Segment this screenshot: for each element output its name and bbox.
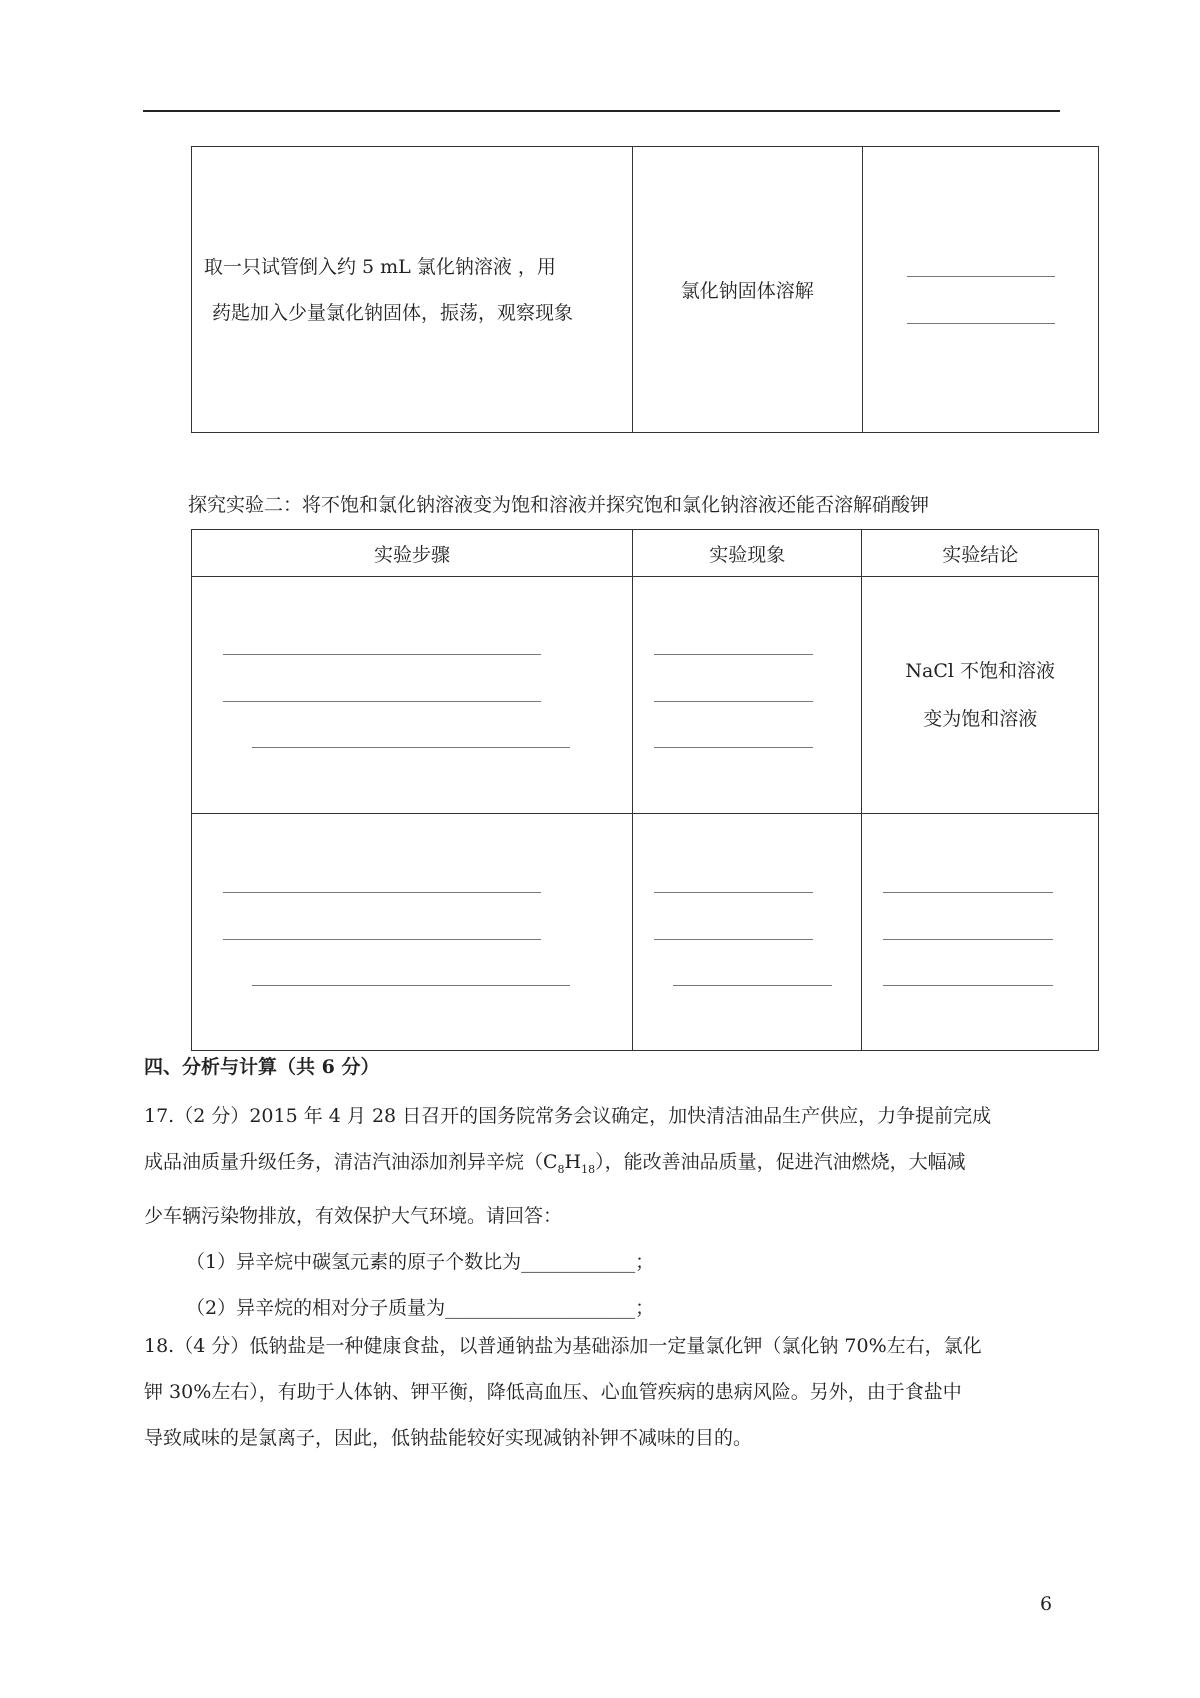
- table1-step-cell: [192, 147, 633, 433]
- q17-line1: 17.（2 分）2015 年 4 月 28 日召开的国务院常务会议确定，加快清洁油品生产供应，力争提前完成: [144, 1105, 992, 1127]
- q17-sub1[interactable]: （1）异辛烷中碳氢元素的原子个数比为____________；: [186, 1250, 655, 1273]
- answer-blank[interactable]: [223, 654, 541, 655]
- answer-blank[interactable]: [883, 892, 1053, 893]
- answer-blank[interactable]: [223, 939, 541, 940]
- answer-blank[interactable]: [654, 747, 813, 748]
- question-17: [144, 1093, 1064, 1331]
- answer-blank[interactable]: [654, 701, 813, 702]
- row1-conclusion-line1: NaCl 不饱和溶液: [905, 660, 1056, 682]
- table2-row1-phenomenon[interactable]: [632, 577, 861, 814]
- table2-header-steps: 实验步骤: [192, 530, 633, 577]
- table1-phenomenon: 氯化钠固体溶解: [680, 280, 814, 302]
- table2-header-phenomenon: 实验现象: [632, 530, 861, 577]
- header-rule: [143, 110, 1060, 112]
- experiment2-title: 探究实验二：将不饱和氯化钠溶液变为饱和溶液并探究饱和氯化钠溶液还能否溶解硝酸钾: [188, 494, 930, 516]
- table1-step-line2: 药匙加入少量氯化钠固体，振荡，观察现象: [212, 301, 574, 324]
- table2-row2-steps[interactable]: [192, 814, 633, 1051]
- q17-line3: 少车辆污染物排放，有效保护大气环境。请回答：: [144, 1204, 563, 1227]
- table1-conclusion-cell[interactable]: [862, 147, 1098, 433]
- answer-blank[interactable]: [654, 939, 813, 940]
- answer-blank[interactable]: [883, 939, 1053, 940]
- table2-header-conclusion: 实验结论: [862, 530, 1099, 577]
- answer-blank[interactable]: [907, 323, 1055, 324]
- page-number: 6: [1040, 1593, 1053, 1615]
- q18-line3: 导致咸味的是氯离子，因此，低钠盐能较好实现减钠补钾不减味的目的。: [144, 1427, 753, 1449]
- table1-phenomenon-cell: [633, 147, 862, 433]
- table2-row1-steps[interactable]: [192, 577, 633, 814]
- table2-row2-phenomenon[interactable]: [632, 814, 861, 1051]
- answer-blank[interactable]: [883, 985, 1053, 986]
- answer-blank[interactable]: [654, 892, 813, 893]
- answer-blank[interactable]: [223, 701, 541, 702]
- section-title: 四、分析与计算（共 6 分）: [144, 1056, 380, 1078]
- q18-line1: 18.（4 分）低钠盐是一种健康食盐，以普通钠盐为基础添加一定量氯化钾（氯化钠 70%左右，氯化: [144, 1335, 982, 1357]
- q18-line2: 钾 30%左右），有助于人体钠、钾平衡，降低高血压、心血管疾病的患病风险。另外，由于食盐中: [144, 1381, 962, 1403]
- experiment2-table: [191, 529, 1099, 1051]
- q17-line2: 成品油质量升级任务，清洁汽油添加剂异辛烷$(C_8H_{18})$，能改善油品质量，促进汽油燃烧，大幅减: [144, 1151, 966, 1176]
- table2-row2-conclusion[interactable]: [862, 814, 1099, 1051]
- answer-blank[interactable]: [673, 985, 832, 986]
- table2-row1-conclusion: [862, 577, 1099, 814]
- q17-sub2[interactable]: （2）异辛烷的相对分子质量为____________________；: [186, 1296, 655, 1319]
- row1-conclusion-line2: 变为饱和溶液: [923, 708, 1038, 730]
- answer-blank[interactable]: [252, 747, 570, 748]
- answer-blank[interactable]: [252, 985, 570, 986]
- answer-blank[interactable]: [223, 892, 541, 893]
- table1-step-line1: 取一只试管倒入约 5 mL 氯化钠溶液 ，用: [204, 255, 556, 278]
- answer-blank[interactable]: [907, 276, 1055, 277]
- question-18: [144, 1323, 1064, 1461]
- answer-blank[interactable]: [654, 654, 813, 655]
- experiment1-table: [191, 146, 1099, 433]
